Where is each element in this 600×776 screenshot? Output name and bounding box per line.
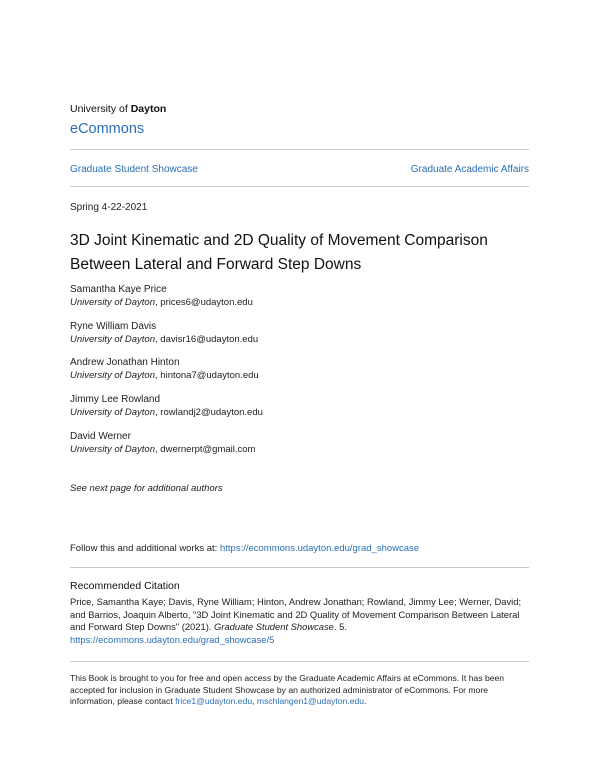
ecommons-link[interactable]: eCommons — [70, 121, 145, 137]
access-statement — [70, 673, 532, 708]
affiliation-name: University of Dayton — [70, 407, 156, 418]
footer-end: . — [364, 696, 367, 707]
graduate-student-showcase-link[interactable]: Graduate Student Showcase — [70, 164, 198, 175]
author-name: Jimmy Lee Rowland — [70, 394, 161, 405]
author-block — [70, 283, 253, 309]
author-name: Andrew Jonathan Hinton — [70, 357, 180, 368]
citation-link[interactable]: https://ecommons.udayton.edu/grad_showcase/5 — [70, 633, 275, 645]
author-email: , hintona7@udayton.edu — [155, 370, 259, 381]
recommended-citation-heading: Recommended Citation — [70, 580, 180, 592]
follow-line — [70, 543, 419, 554]
author-name: Ryne William Davis — [70, 321, 157, 332]
follow-text: Follow this and additional works at: — [70, 543, 220, 554]
citation-number: . 5. — [333, 621, 347, 633]
author-block — [70, 320, 258, 346]
footer-separator: , — [252, 696, 257, 707]
university-label — [70, 103, 166, 115]
affiliation-name: University of Dayton — [70, 297, 156, 308]
author-name: David Werner — [70, 431, 131, 442]
graduate-academic-affairs-link[interactable]: Graduate Academic Affairs — [410, 164, 529, 175]
author-affiliation — [70, 369, 259, 382]
divider-nav — [70, 186, 529, 187]
recommended-citation — [70, 596, 532, 646]
author-block — [70, 430, 255, 456]
author-affiliation — [70, 443, 255, 456]
author-block — [70, 356, 259, 382]
citation-text: Price, Samantha Kaye; Davis, Ryne William; Hinton, Andrew Jonathan; Rowland, Jimmy Lee; Werner, David; and Barrios, Joaquin Alberto, "3D Joint Kinematic and 2D Quality of Movement Comparison Between Lateral and Forward Step Downs" (2021). — [70, 596, 522, 633]
author-affiliation — [70, 296, 253, 309]
document-title: 3D Joint Kinematic and 2D Quality of Movement Comparison Between Lateral and Forward Step Downs — [70, 232, 488, 273]
divider-top — [70, 149, 529, 150]
footer-text: This Book is brought to you for free and open access by the Graduate Academic Affairs at eCommons. It has been accepted for inclusion in Graduate Student Showcase by an authorized administrator of eCommons. For more information, please contact — [70, 673, 505, 707]
affiliation-name: University of Dayton — [70, 334, 156, 345]
divider-footer — [70, 661, 529, 662]
author-block — [70, 393, 263, 419]
author-email: , rowlandj2@udayton.edu — [155, 407, 263, 418]
affiliation-name: University of Dayton — [70, 370, 156, 381]
author-email: , prices6@udayton.edu — [155, 297, 253, 308]
citation-journal: Graduate Student Showcase — [214, 621, 334, 633]
university-prefix: University of — [70, 103, 131, 115]
author-affiliation — [70, 333, 258, 346]
publication-date: Spring 4-22-2021 — [70, 202, 148, 213]
affiliation-name: University of Dayton — [70, 444, 156, 455]
see-next-page-note: See next page for additional authors — [70, 483, 223, 494]
author-name: Samantha Kaye Price — [70, 284, 167, 295]
author-email: , dwernerpt@gmail.com — [155, 444, 256, 455]
university-name: Dayton — [130, 103, 167, 115]
author-email: , davisr16@udayton.edu — [155, 334, 259, 345]
author-affiliation — [70, 406, 263, 419]
grad-showcase-link[interactable]: https://ecommons.udayton.edu/grad_showcase — [219, 543, 420, 554]
contact-email-2[interactable]: mschlangen1@udayton.edu — [256, 696, 365, 707]
divider-citation — [70, 567, 529, 568]
contact-email-1[interactable]: frice1@udayton.edu — [175, 696, 253, 707]
